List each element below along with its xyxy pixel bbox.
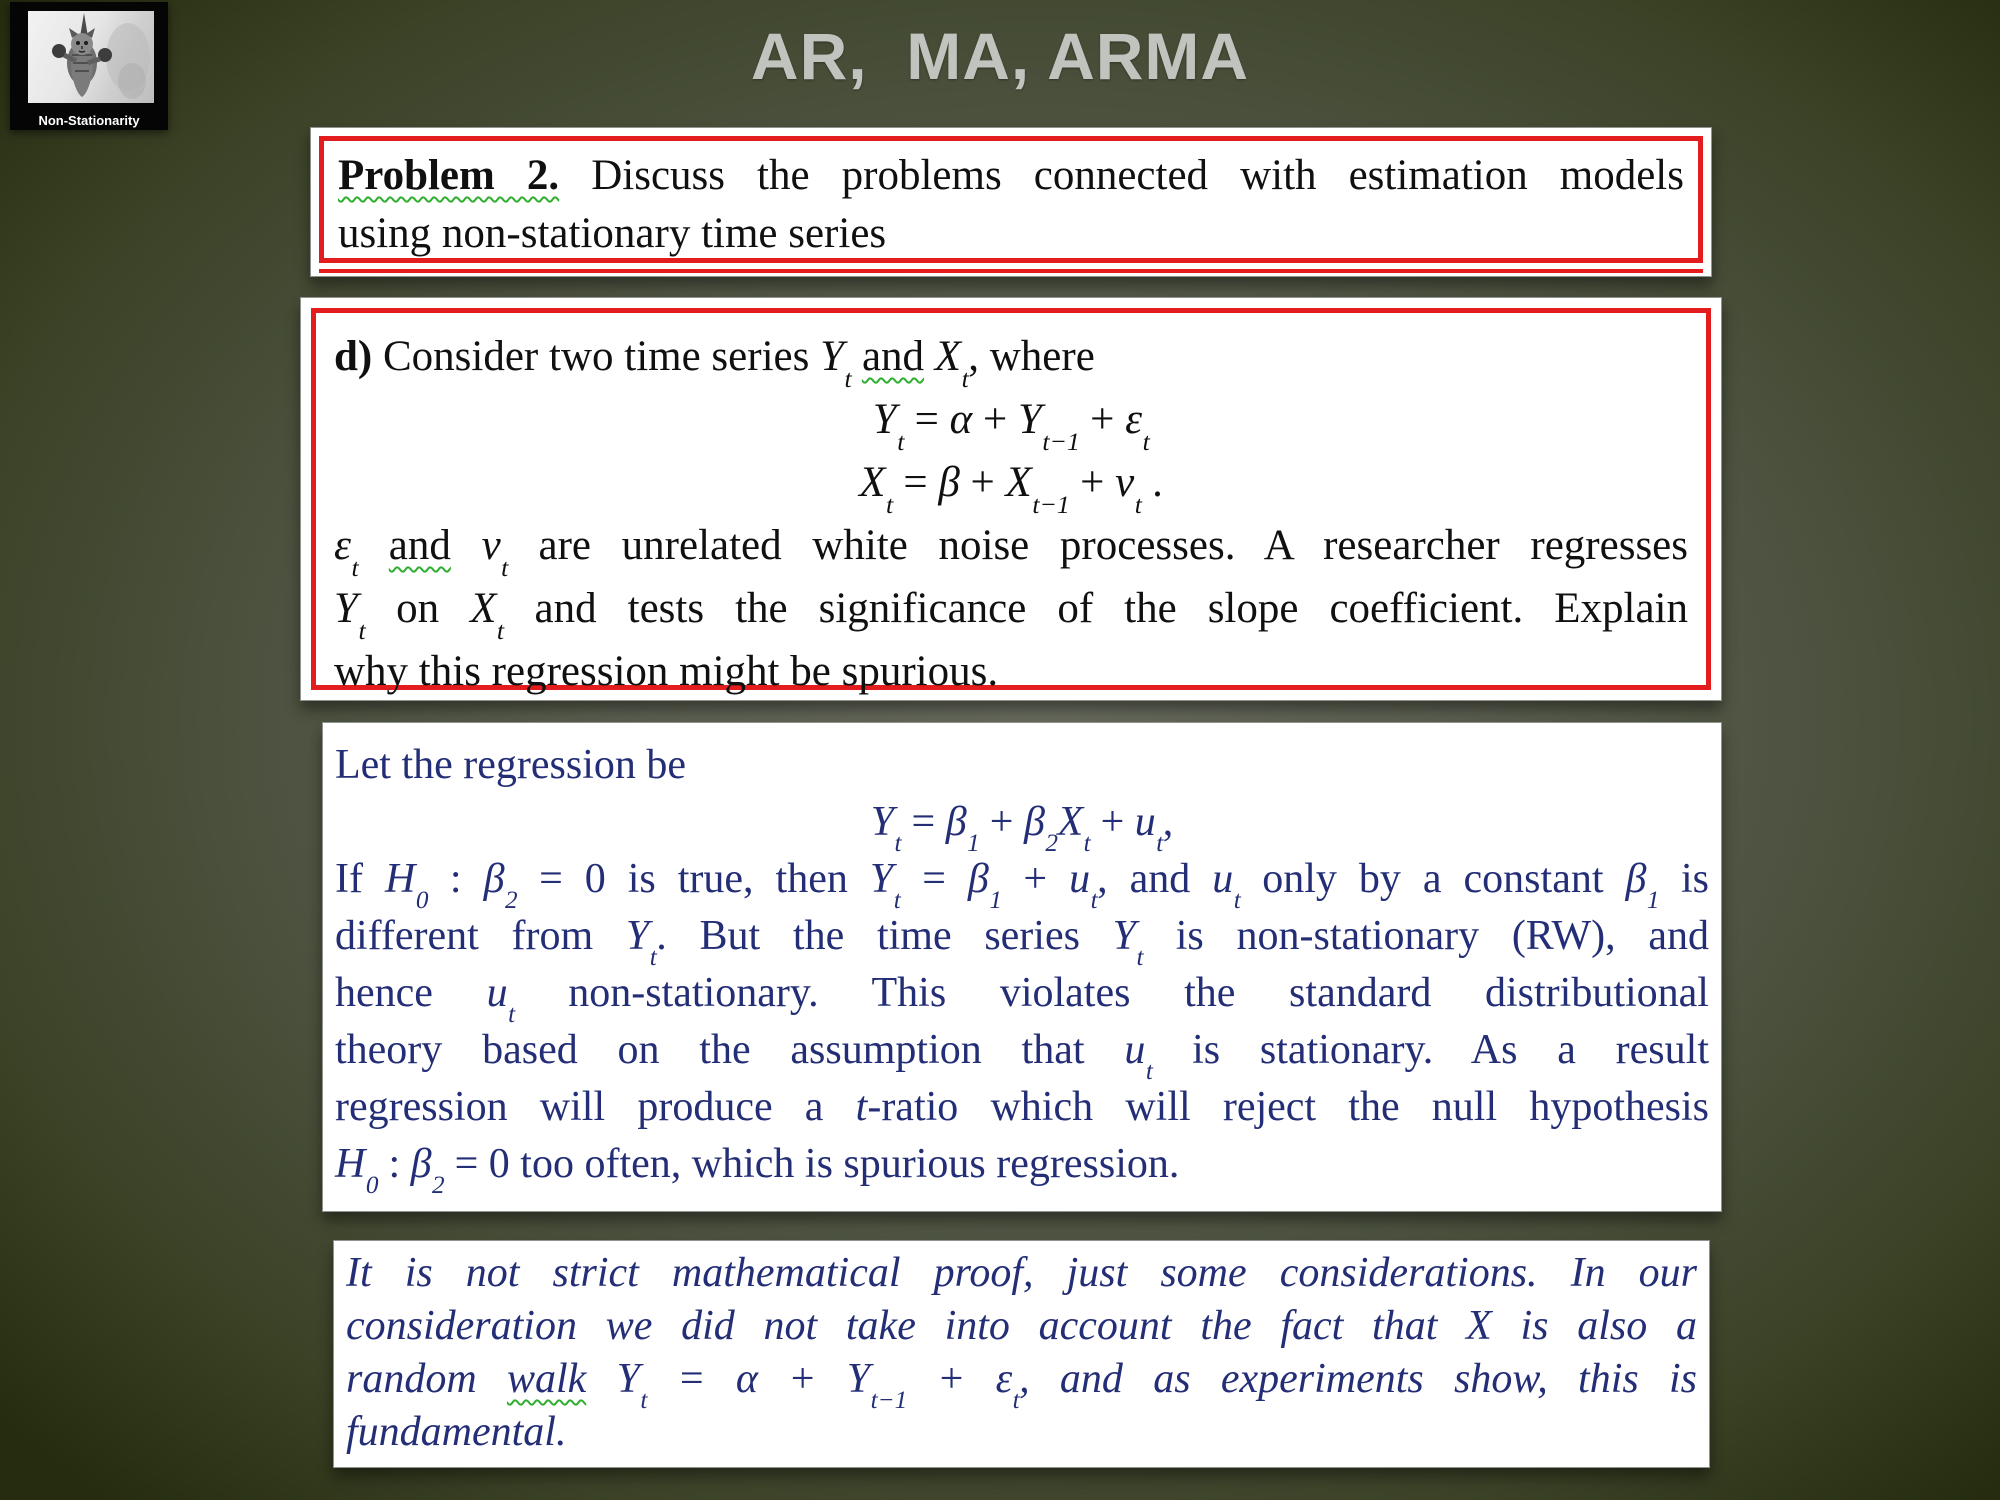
solution-line: $H_0$ : $\beta_2 = 0$ too often, which is spurious regression. (335, 1141, 1180, 1200)
solution-line: hence $u_t$ non-stationary. This violates the standard distributional (335, 970, 1709, 1029)
note-box (333, 1240, 1710, 1468)
solution-line: regression will produce a t-ratio which will reject the null hypothesis (335, 1084, 1709, 1130)
solution-line: If $H_0$ : $\beta_2 = 0$ is true, then $Y_t = \beta_1 + u_t$, and $u_t$ only by a constant $\beta_1$ is (335, 856, 1710, 915)
equation-xt: $X_t = \beta + X_{t-1} + \nu_t$ . (859, 459, 1163, 519)
question-line: why this regression might be spurious. (334, 648, 999, 695)
logo-caption: Non-Stationarity (38, 113, 140, 128)
note-line: random walk $Y_t = \alpha + Y_{t-1} + \varepsilon_t$, and as experiments show, this is (346, 1356, 1697, 1415)
red-frame (319, 136, 1703, 263)
equation-yt: $Y_t = \alpha + Y_{t-1} + \varepsilon_t$ (872, 396, 1150, 456)
question-line: $Y_t$ on $X_t$ and tests the significance of the slope coefficient. Explain (334, 585, 1688, 645)
solution-box (322, 722, 1722, 1212)
question-line: $\varepsilon_t$ and $\nu_t$ are unrelated white noise processes. A researcher regresses (334, 522, 1688, 582)
solution-line: Let the regression be (335, 742, 687, 788)
problem-line: using non-stationary time series (338, 210, 887, 257)
question-d-box (300, 297, 1722, 701)
note-line: consideration we did not take into account the fact that X is also a (346, 1303, 1697, 1349)
red-frame (311, 308, 1711, 695)
slide-title: AR, MA, ARMA (750, 19, 1250, 93)
solution-line: different from $Y_t$. But the time series $Y_t$ is non-stationary (RW), and (335, 913, 1709, 972)
problem-2-box (310, 127, 1712, 277)
solution-line: theory based on the assumption that $u_t$ is stationary. As a result (335, 1027, 1709, 1086)
note-line: It is not strict mathematical proof, just some considerations. In our (346, 1250, 1697, 1296)
question-line: d) Consider two time series $Y_t$ and $X_t$, where (334, 333, 1095, 393)
problem-line: Problem 2. Discuss the problems connected with estimation models (338, 152, 1684, 199)
red-strip (319, 269, 1703, 273)
note-line: fundamental. (346, 1409, 567, 1455)
equation-regression: $Y_t = \beta_1 + \beta_2X_t + u_t$, (870, 799, 1174, 858)
